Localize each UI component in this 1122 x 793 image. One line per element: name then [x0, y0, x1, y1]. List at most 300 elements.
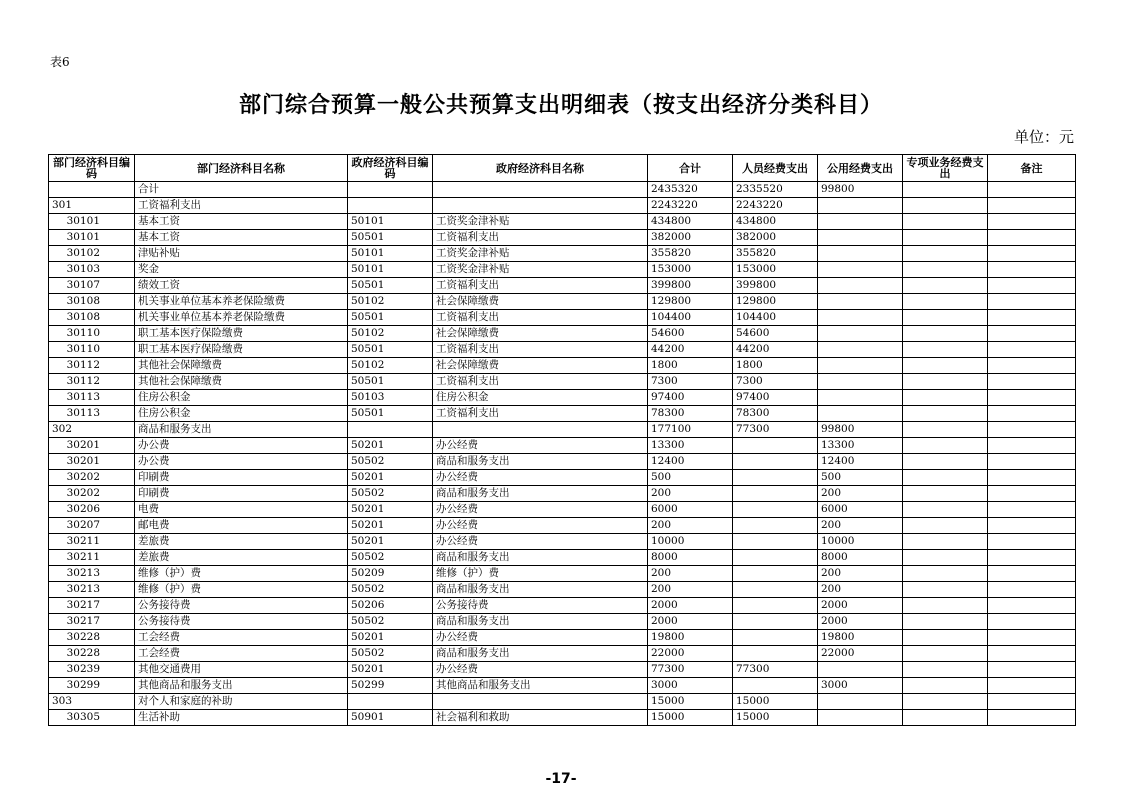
dept-name-cell: 职工基本医疗保险缴费: [135, 326, 348, 342]
public-cell: 12400: [818, 454, 903, 470]
total-cell: 153000: [648, 262, 733, 278]
dept-name-cell: 住房公积金: [135, 390, 348, 406]
special-cell: [903, 518, 988, 534]
table-row: [49, 246, 1076, 262]
table-row: [49, 230, 1076, 246]
total-cell: 12400: [648, 454, 733, 470]
dept-name-cell: 公务接待费: [135, 598, 348, 614]
remark-cell: [988, 358, 1076, 374]
dept-code-cell: 30202: [49, 470, 135, 486]
total-cell: 2000: [648, 614, 733, 630]
table-row: [49, 470, 1076, 486]
personnel-cell: [733, 518, 818, 534]
public-cell: [818, 278, 903, 294]
dept-name-cell: 其他社会保障缴费: [135, 374, 348, 390]
public-cell: 200: [818, 582, 903, 598]
gov-code-cell: 50101: [348, 262, 433, 278]
remark-cell: [988, 406, 1076, 422]
dept-code-cell: 30107: [49, 278, 135, 294]
special-cell: [903, 582, 988, 598]
total-cell: 2435320: [648, 182, 733, 198]
special-cell: [903, 694, 988, 710]
public-cell: 22000: [818, 646, 903, 662]
public-cell: [818, 710, 903, 726]
table-row: [49, 646, 1076, 662]
table-row: [49, 374, 1076, 390]
dept-name-cell: 工资福利支出: [135, 198, 348, 214]
gov-name-cell: 商品和服务支出: [433, 454, 648, 470]
special-cell: [903, 358, 988, 374]
gov-code-cell: 50502: [348, 614, 433, 630]
gov-code-cell: 50501: [348, 278, 433, 294]
gov-name-cell: 社会福利和救助: [433, 710, 648, 726]
special-cell: [903, 326, 988, 342]
public-cell: [818, 246, 903, 262]
personnel-cell: [733, 582, 818, 598]
gov-name-cell: 工资福利支出: [433, 278, 648, 294]
total-cell: 200: [648, 566, 733, 582]
gov-name-cell: 办公经费: [433, 662, 648, 678]
table-row: [49, 502, 1076, 518]
public-cell: [818, 326, 903, 342]
gov-name-cell: [433, 198, 648, 214]
personnel-cell: 97400: [733, 390, 818, 406]
special-cell: [903, 278, 988, 294]
dept-name-cell: 印刷费: [135, 470, 348, 486]
special-cell: [903, 630, 988, 646]
public-cell: [818, 342, 903, 358]
table-row: [49, 438, 1076, 454]
dept-name-cell: 职工基本医疗保险缴费: [135, 342, 348, 358]
total-cell: 2243220: [648, 198, 733, 214]
dept-name-cell: 印刷费: [135, 486, 348, 502]
personnel-cell: [733, 678, 818, 694]
personnel-cell: 434800: [733, 214, 818, 230]
personnel-cell: 78300: [733, 406, 818, 422]
remark-cell: [988, 198, 1076, 214]
col-header-gov-name: 政府经济科目名称: [433, 155, 648, 182]
col-header-dept-code: 部门经济科目编码: [49, 155, 135, 182]
gov-code-cell: [348, 198, 433, 214]
dept-name-cell: 差旅费: [135, 550, 348, 566]
gov-name-cell: 工资福利支出: [433, 310, 648, 326]
col-header-gov-code: 政府经济科目编码: [348, 155, 433, 182]
special-cell: [903, 310, 988, 326]
special-cell: [903, 646, 988, 662]
gov-code-cell: 50299: [348, 678, 433, 694]
gov-code-cell: 50201: [348, 534, 433, 550]
total-cell: 104400: [648, 310, 733, 326]
remark-cell: [988, 214, 1076, 230]
dept-code-cell: 30108: [49, 294, 135, 310]
public-cell: [818, 358, 903, 374]
gov-name-cell: 工资福利支出: [433, 406, 648, 422]
col-header-public: 公用经费支出: [818, 155, 903, 182]
dept-name-cell: 合计: [135, 182, 348, 198]
total-cell: 97400: [648, 390, 733, 406]
public-cell: [818, 262, 903, 278]
public-cell: 99800: [818, 182, 903, 198]
dept-name-cell: 基本工资: [135, 214, 348, 230]
public-cell: 8000: [818, 550, 903, 566]
dept-name-cell: 维修（护）费: [135, 582, 348, 598]
public-cell: 200: [818, 566, 903, 582]
dept-code-cell: 30108: [49, 310, 135, 326]
dept-code-cell: 301: [49, 198, 135, 214]
remark-cell: [988, 326, 1076, 342]
gov-name-cell: 工资福利支出: [433, 342, 648, 358]
total-cell: 200: [648, 582, 733, 598]
gov-name-cell: 商品和服务支出: [433, 614, 648, 630]
table-row: [49, 342, 1076, 358]
table-row: [49, 294, 1076, 310]
gov-code-cell: 50501: [348, 230, 433, 246]
personnel-cell: 399800: [733, 278, 818, 294]
personnel-cell: 382000: [733, 230, 818, 246]
personnel-cell: [733, 566, 818, 582]
gov-code-cell: [348, 694, 433, 710]
personnel-cell: [733, 486, 818, 502]
public-cell: 3000: [818, 678, 903, 694]
gov-code-cell: 50201: [348, 662, 433, 678]
dept-name-cell: 公务接待费: [135, 614, 348, 630]
gov-code-cell: 50501: [348, 342, 433, 358]
table-number-label: 表6: [50, 55, 70, 69]
dept-name-cell: 商品和服务支出: [135, 422, 348, 438]
personnel-cell: 355820: [733, 246, 818, 262]
gov-code-cell: 50501: [348, 374, 433, 390]
special-cell: [903, 470, 988, 486]
dept-name-cell: 对个人和家庭的补助: [135, 694, 348, 710]
public-cell: [818, 406, 903, 422]
personnel-cell: [733, 454, 818, 470]
special-cell: [903, 182, 988, 198]
page-title: 部门综合预算一般公共预算支出明细表（按支出经济分类科目）: [238, 93, 883, 118]
gov-name-cell: 工资奖金津补贴: [433, 262, 648, 278]
dept-code-cell: 30110: [49, 342, 135, 358]
gov-name-cell: 工资奖金津补贴: [433, 246, 648, 262]
remark-cell: [988, 454, 1076, 470]
remark-cell: [988, 310, 1076, 326]
dept-name-cell: 电费: [135, 502, 348, 518]
dept-code-cell: 30110: [49, 326, 135, 342]
remark-cell: [988, 422, 1076, 438]
gov-name-cell: 社会保障缴费: [433, 358, 648, 374]
gov-code-cell: 50201: [348, 438, 433, 454]
dept-code-cell: 30213: [49, 566, 135, 582]
table-row: [49, 534, 1076, 550]
total-cell: 77300: [648, 662, 733, 678]
total-cell: 19800: [648, 630, 733, 646]
table-row: [49, 678, 1076, 694]
dept-name-cell: 工会经费: [135, 630, 348, 646]
dept-code-cell: 30112: [49, 374, 135, 390]
gov-name-cell: [433, 422, 648, 438]
special-cell: [903, 294, 988, 310]
total-cell: 2000: [648, 598, 733, 614]
gov-code-cell: 50502: [348, 486, 433, 502]
public-cell: [818, 230, 903, 246]
special-cell: [903, 662, 988, 678]
total-cell: 15000: [648, 694, 733, 710]
personnel-cell: 7300: [733, 374, 818, 390]
gov-name-cell: 办公经费: [433, 534, 648, 550]
gov-code-cell: 50201: [348, 630, 433, 646]
page-number: -17-: [545, 771, 577, 787]
gov-code-cell: 50103: [348, 390, 433, 406]
unit-label: 单位：元: [1013, 128, 1074, 146]
remark-cell: [988, 694, 1076, 710]
dept-code-cell: 30112: [49, 358, 135, 374]
special-cell: [903, 438, 988, 454]
gov-code-cell: 50206: [348, 598, 433, 614]
dept-code-cell: 30201: [49, 438, 135, 454]
personnel-cell: 129800: [733, 294, 818, 310]
special-cell: [903, 678, 988, 694]
total-cell: 500: [648, 470, 733, 486]
gov-name-cell: 工资福利支出: [433, 230, 648, 246]
personnel-cell: 15000: [733, 694, 818, 710]
public-cell: [818, 390, 903, 406]
total-cell: 7300: [648, 374, 733, 390]
dept-name-cell: 邮电费: [135, 518, 348, 534]
table-row: [49, 182, 1076, 198]
special-cell: [903, 214, 988, 230]
col-header-personnel: 人员经费支出: [733, 155, 818, 182]
table-row: [49, 406, 1076, 422]
gov-code-cell: 50101: [348, 214, 433, 230]
dept-name-cell: 奖金: [135, 262, 348, 278]
personnel-cell: [733, 502, 818, 518]
personnel-cell: [733, 630, 818, 646]
personnel-cell: 44200: [733, 342, 818, 358]
personnel-cell: [733, 470, 818, 486]
remark-cell: [988, 246, 1076, 262]
dept-code-cell: 30113: [49, 390, 135, 406]
remark-cell: [988, 486, 1076, 502]
remark-cell: [988, 470, 1076, 486]
gov-code-cell: 50201: [348, 470, 433, 486]
special-cell: [903, 710, 988, 726]
dept-name-cell: 其他商品和服务支出: [135, 678, 348, 694]
dept-code-cell: 30101: [49, 214, 135, 230]
table-row: [49, 710, 1076, 726]
personnel-cell: [733, 614, 818, 630]
gov-code-cell: [348, 182, 433, 198]
table-row: [49, 198, 1076, 214]
personnel-cell: [733, 550, 818, 566]
dept-code-cell: 30228: [49, 646, 135, 662]
special-cell: [903, 614, 988, 630]
remark-cell: [988, 598, 1076, 614]
gov-name-cell: 商品和服务支出: [433, 646, 648, 662]
remark-cell: [988, 662, 1076, 678]
remark-cell: [988, 566, 1076, 582]
public-cell: 99800: [818, 422, 903, 438]
special-cell: [903, 262, 988, 278]
gov-name-cell: 公务接待费: [433, 598, 648, 614]
table-row: [49, 358, 1076, 374]
total-cell: 382000: [648, 230, 733, 246]
dept-name-cell: 机关事业单位基本养老保险缴费: [135, 294, 348, 310]
gov-name-cell: 办公经费: [433, 630, 648, 646]
total-cell: 200: [648, 486, 733, 502]
remark-cell: [988, 550, 1076, 566]
special-cell: [903, 246, 988, 262]
table-row: [49, 422, 1076, 438]
dept-name-cell: 办公费: [135, 454, 348, 470]
header-row: [49, 155, 1076, 182]
remark-cell: [988, 678, 1076, 694]
table-row: [49, 550, 1076, 566]
table-row: [49, 662, 1076, 678]
public-cell: 2000: [818, 598, 903, 614]
dept-code-cell: [49, 182, 135, 198]
gov-name-cell: 住房公积金: [433, 390, 648, 406]
col-header-remark: 备注: [988, 155, 1076, 182]
total-cell: 129800: [648, 294, 733, 310]
table-row: [49, 326, 1076, 342]
special-cell: [903, 342, 988, 358]
public-cell: [818, 294, 903, 310]
public-cell: [818, 662, 903, 678]
special-cell: [903, 230, 988, 246]
table-row: [49, 694, 1076, 710]
gov-name-cell: 办公经费: [433, 438, 648, 454]
gov-code-cell: 50102: [348, 358, 433, 374]
dept-name-cell: 工会经费: [135, 646, 348, 662]
personnel-cell: 2243220: [733, 198, 818, 214]
total-cell: 44200: [648, 342, 733, 358]
total-cell: 1800: [648, 358, 733, 374]
dept-name-cell: 绩效工资: [135, 278, 348, 294]
remark-cell: [988, 262, 1076, 278]
total-cell: 13300: [648, 438, 733, 454]
remark-cell: [988, 646, 1076, 662]
table-row: [49, 390, 1076, 406]
special-cell: [903, 374, 988, 390]
dept-code-cell: 30228: [49, 630, 135, 646]
table-row: [49, 278, 1076, 294]
personnel-cell: [733, 534, 818, 550]
table-row: [49, 614, 1076, 630]
personnel-cell: 15000: [733, 710, 818, 726]
special-cell: [903, 454, 988, 470]
remark-cell: [988, 630, 1076, 646]
gov-code-cell: 50502: [348, 454, 433, 470]
public-cell: 13300: [818, 438, 903, 454]
dept-code-cell: 30206: [49, 502, 135, 518]
total-cell: 8000: [648, 550, 733, 566]
personnel-cell: 2335520: [733, 182, 818, 198]
dept-name-cell: 机关事业单位基本养老保险缴费: [135, 310, 348, 326]
expenditure-table: [48, 154, 1076, 726]
gov-name-cell: 工资福利支出: [433, 374, 648, 390]
gov-code-cell: 50102: [348, 294, 433, 310]
total-cell: 22000: [648, 646, 733, 662]
table-row: [49, 262, 1076, 278]
remark-cell: [988, 438, 1076, 454]
dept-code-cell: 30217: [49, 614, 135, 630]
remark-cell: [988, 582, 1076, 598]
dept-name-cell: 津贴补贴: [135, 246, 348, 262]
gov-code-cell: 50501: [348, 406, 433, 422]
gov-name-cell: 办公经费: [433, 518, 648, 534]
dept-code-cell: 30213: [49, 582, 135, 598]
personnel-cell: 77300: [733, 662, 818, 678]
total-cell: 78300: [648, 406, 733, 422]
table-row: [49, 598, 1076, 614]
special-cell: [903, 550, 988, 566]
remark-cell: [988, 230, 1076, 246]
personnel-cell: 77300: [733, 422, 818, 438]
remark-cell: [988, 342, 1076, 358]
public-cell: [818, 374, 903, 390]
gov-name-cell: [433, 694, 648, 710]
dept-code-cell: 30113: [49, 406, 135, 422]
remark-cell: [988, 534, 1076, 550]
table-row: [49, 566, 1076, 582]
remark-cell: [988, 374, 1076, 390]
dept-name-cell: 办公费: [135, 438, 348, 454]
gov-code-cell: 50502: [348, 646, 433, 662]
total-cell: 54600: [648, 326, 733, 342]
table-row: [49, 486, 1076, 502]
col-header-special: 专项业务经费支出: [903, 155, 988, 182]
remark-cell: [988, 278, 1076, 294]
remark-cell: [988, 294, 1076, 310]
special-cell: [903, 502, 988, 518]
table-row: [49, 518, 1076, 534]
dept-code-cell: 30102: [49, 246, 135, 262]
gov-code-cell: 50209: [348, 566, 433, 582]
table-body: [49, 182, 1076, 726]
public-cell: [818, 214, 903, 230]
dept-code-cell: 30299: [49, 678, 135, 694]
gov-name-cell: 维修（护）费: [433, 566, 648, 582]
gov-name-cell: 商品和服务支出: [433, 486, 648, 502]
dept-code-cell: 30101: [49, 230, 135, 246]
gov-code-cell: 50101: [348, 246, 433, 262]
col-header-dept-name: 部门经济科目名称: [135, 155, 348, 182]
gov-code-cell: 50502: [348, 550, 433, 566]
dept-name-cell: 生活补助: [135, 710, 348, 726]
gov-code-cell: 50901: [348, 710, 433, 726]
dept-code-cell: 30103: [49, 262, 135, 278]
personnel-cell: 153000: [733, 262, 818, 278]
table-row: [49, 454, 1076, 470]
remark-cell: [988, 614, 1076, 630]
gov-name-cell: 商品和服务支出: [433, 582, 648, 598]
public-cell: 6000: [818, 502, 903, 518]
public-cell: 200: [818, 518, 903, 534]
dept-code-cell: 30305: [49, 710, 135, 726]
gov-name-cell: 商品和服务支出: [433, 550, 648, 566]
total-cell: 355820: [648, 246, 733, 262]
remark-cell: [988, 182, 1076, 198]
dept-name-cell: 差旅费: [135, 534, 348, 550]
special-cell: [903, 198, 988, 214]
gov-name-cell: 工资奖金津补贴: [433, 214, 648, 230]
gov-code-cell: 50102: [348, 326, 433, 342]
special-cell: [903, 486, 988, 502]
dept-code-cell: 30201: [49, 454, 135, 470]
public-cell: 2000: [818, 614, 903, 630]
dept-code-cell: 30211: [49, 550, 135, 566]
dept-name-cell: 其他社会保障缴费: [135, 358, 348, 374]
gov-name-cell: 办公经费: [433, 502, 648, 518]
dept-code-cell: 30202: [49, 486, 135, 502]
